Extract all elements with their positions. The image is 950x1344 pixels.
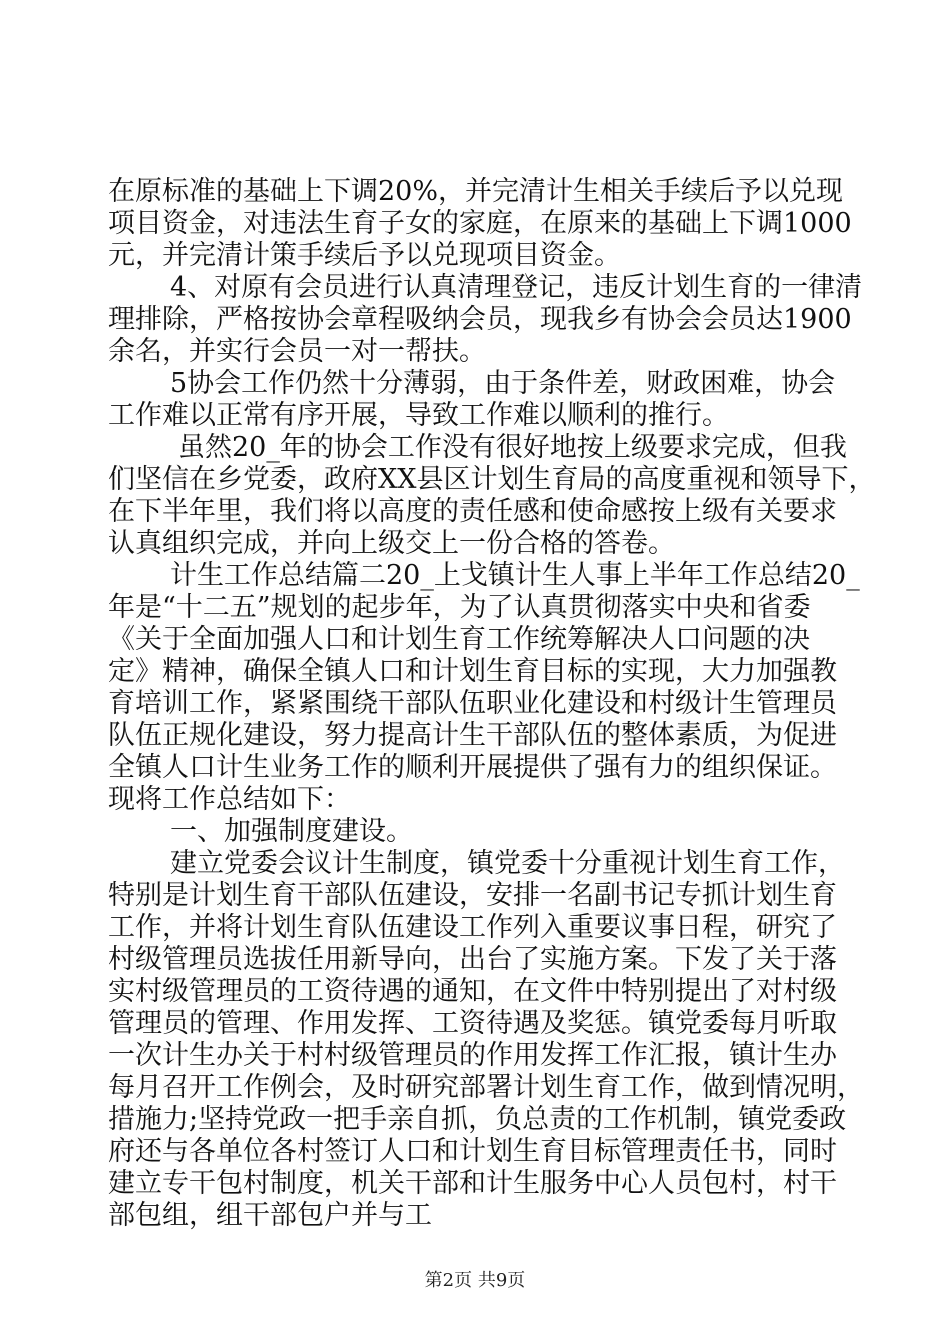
text-line: 建立专干包村制度，机关干部和计生服务中心人员包村，村干 [108, 1168, 837, 1199]
text-line: 虽然20_年的协会工作没有很好地按上级要求完成，但我 [178, 432, 847, 463]
text-line: 年是“十二五”规划的起步年，为了认真贯彻落实中央和省委 [108, 592, 811, 623]
text-line: 全镇人口计生业务工作的顺利开展提供了强有力的组织保证。 [108, 752, 837, 783]
text-line: 村级管理员选拔任用新导向，出台了实施方案。下发了关于落 [108, 944, 837, 975]
text-line: 每月召开工作例会，及时研究部署计划生育工作，做到情况明， [108, 1072, 864, 1103]
text-line: 工作，并将计划生育队伍建设工作列入重要议事日程，研究了 [108, 912, 837, 943]
text-line: 工作难以正常有序开展，导致工作难以顺利的推行。 [108, 400, 729, 431]
page-number-label: 第2页 共9页 [424, 1270, 526, 1291]
text-line: 特别是计划生育干部队伍建设，安排一名副书记专抓计划生育 [108, 880, 837, 911]
text-line: 管理员的管理、作用发挥、工资待遇及奖惩。镇党委每月听取 [108, 1008, 837, 1039]
text-line: 部包组，组干部包户并与工 [108, 1200, 432, 1231]
text-line: 4、对原有会员进行认真清理登记，违反计划生育的一律清 [170, 272, 863, 303]
text-line: 队伍正规化建设，努力提高计生干部队伍的整体素质，为促进 [108, 720, 837, 751]
text-line: 现将工作总结如下： [108, 784, 351, 815]
text-line: 府还与各单位各村签订人口和计划生育目标管理责任书，同时 [108, 1136, 837, 1167]
text-line: 建立党委会议计生制度，镇党委十分重视计划生育工作， [170, 848, 845, 879]
section-heading: 一、加强制度建设。 [170, 816, 413, 847]
text-line: 在下半年里，我们将以高度的责任感和使命感按上级有关要求 [108, 496, 837, 527]
text-line: 措施力;坚持党政一把手亲自抓，负总责的工作机制，镇党委政 [108, 1104, 847, 1135]
text-line: 们坚信在乡党委，政府XX县区计划生育局的高度重视和领导下， [108, 464, 876, 495]
text-line: 余名，并实行会员一对一帮扶。 [108, 336, 486, 367]
text-line: 认真组织完成，并向上级交上一份合格的答卷。 [108, 528, 675, 559]
page-footer [0, 1270, 950, 1292]
text-line: 元，并完清计策手续后予以兑现项目资金。 [108, 240, 621, 271]
text-line: 计生工作总结篇二20_上戈镇计生人事上半年工作总结20_ [170, 560, 860, 591]
text-line: 项目资金，对违法生育子女的家庭，在原来的基础上下调1000 [108, 208, 852, 239]
text-line: 定》精神，确保全镇人口和计划生育目标的实现，大力加强教 [108, 656, 837, 687]
text-line: 5协会工作仍然十分薄弱，由于条件差，财政困难，协会 [170, 368, 836, 399]
text-line: 实村级管理员的工资待遇的通知，在文件中特别提出了对村级 [108, 976, 837, 1007]
text-line: 《关于全面加强人口和计划生育工作统筹解决人口问题的决 [108, 624, 810, 655]
text-line: 理排除，严格按协会章程吸纳会员，现我乡有协会会员达1900 [108, 304, 852, 335]
text-line: 育培训工作，紧紧围绕干部队伍职业化建设和村级计生管理员 [108, 688, 837, 719]
text-line: 在原标准的基础上下调20%，并完清计生相关手续后予以兑现 [108, 176, 844, 207]
text-line: 一次计生办关于村村级管理员的作用发挥工作汇报，镇计生办 [108, 1040, 837, 1071]
